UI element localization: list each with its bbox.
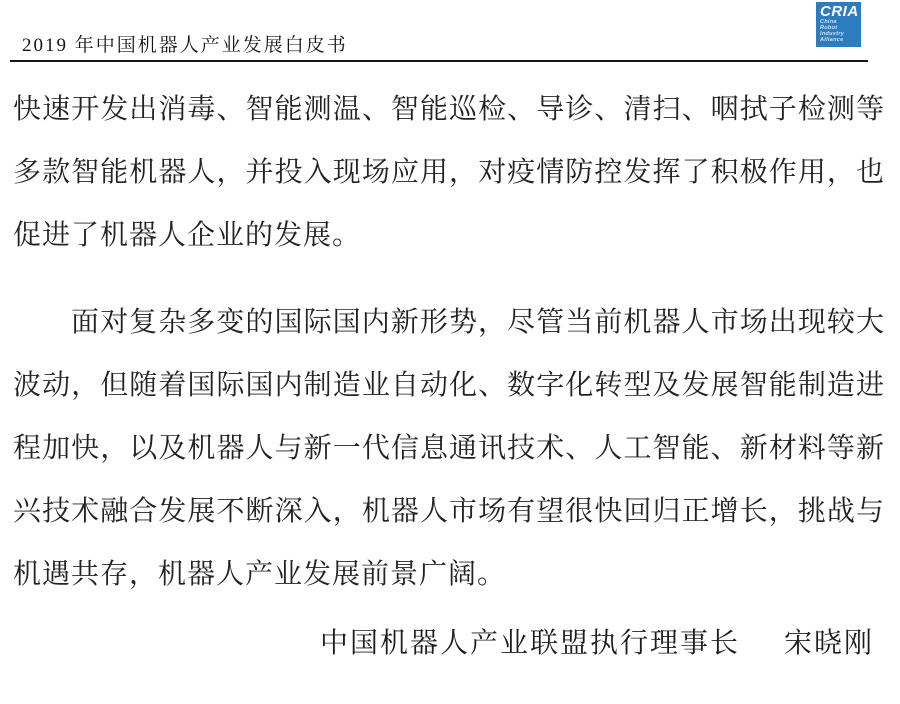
document-body [13,78,885,606]
cria-logo-line-industry: Industry [820,31,845,37]
cria-logo-acronym: CRIA [820,3,859,20]
header-divider-rule [10,60,868,62]
cria-logo-line-alliance: Alliance [820,37,844,43]
cria-logo-line-robot: Robot [820,25,838,31]
signature-line [0,622,874,666]
page-header-title: 2019 年中国机器人产业发展白皮书 [22,35,348,56]
paragraph-market-outlook: 面对复杂多变的国际国内新形势，尽管当前机器人市场出现较大波动，但随着国际国内制造业自动化、数字化转型及发展智能制造进程加快，以及机器人与新一代信息通讯技术、人工智能、新材料等新兴技术融合发展不断深入，机器人市场有望很快回归正增长，挑战与机遇共存，机器人产业发展前景广阔。 [13,307,885,590]
cria-logo [816,2,861,47]
signature-title: 中国机器人产业联盟执行理事长 [319,628,740,659]
paragraph-pandemic-robots: 快速开发出消毒、智能测温、智能巡检、导诊、清扫、咽拭子检测等多款智能机器人，并投入现场应用，对疫情防控发挥了积极作用，也促进了机器人企业的发展。 [13,94,885,251]
signature-name: 宋晓刚 [783,628,874,659]
cria-logo-line-china: China [820,19,837,25]
